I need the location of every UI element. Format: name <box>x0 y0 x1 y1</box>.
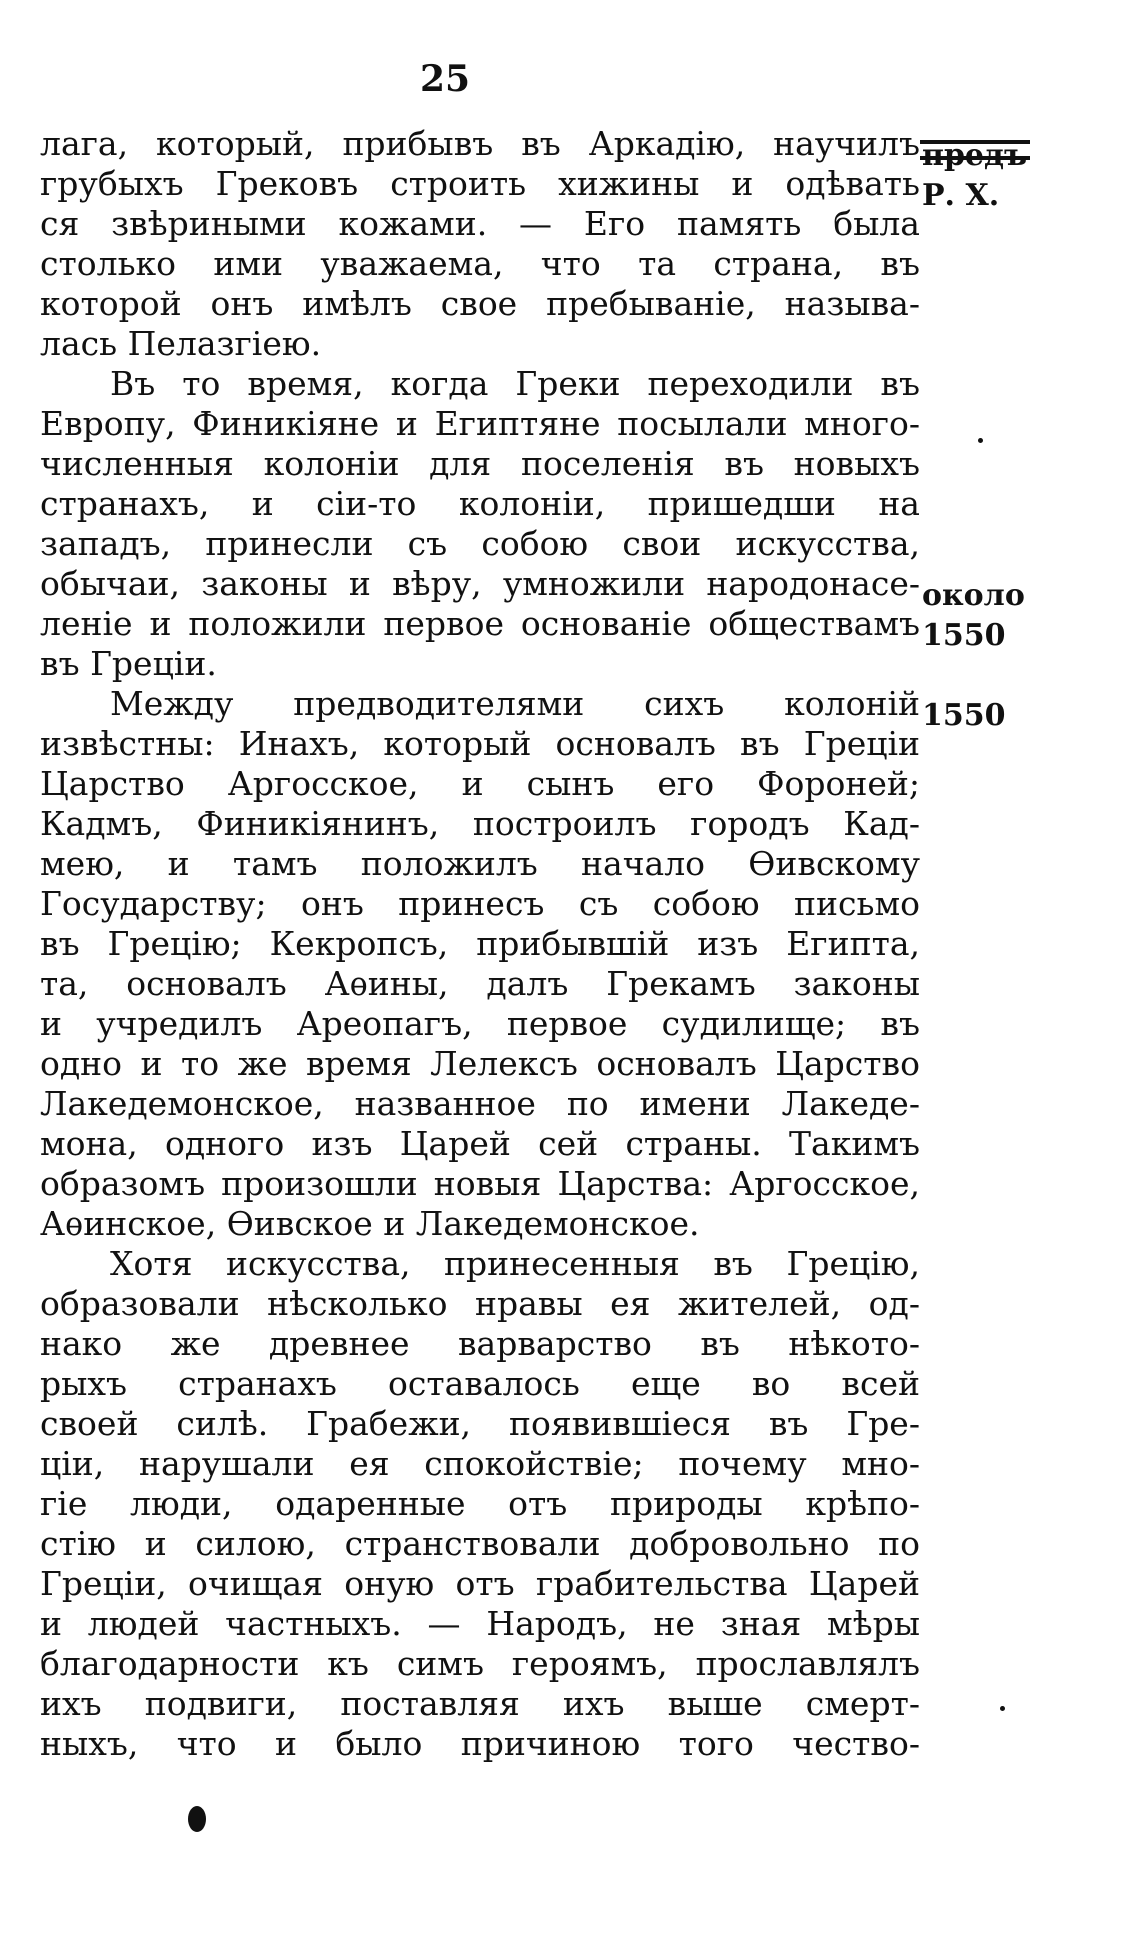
text-line: ціи, нарушали ея спокойствіе; почему мно- <box>40 1444 920 1483</box>
text-line: ся звѣриными кожами. — Его память была <box>40 204 920 243</box>
margin-note-year: 1550 <box>922 618 1006 653</box>
text-line: въ Греціи. <box>40 644 217 683</box>
text-line: мона, одного изъ Царей сей страны. Такимъ <box>40 1124 920 1163</box>
ink-speck <box>978 438 983 443</box>
ink-blot <box>188 1806 206 1832</box>
text-line: Въ то время, когда Греки переходили въ <box>110 364 920 403</box>
text-line: которой онъ имѣлъ свое пребываніе, называ- <box>40 284 920 323</box>
text-line: ихъ подвиги, поставляя ихъ выше смерт- <box>40 1684 920 1723</box>
text-line: извѣстны: Инахъ, который основалъ въ Греціи <box>40 724 920 763</box>
page-number: 25 <box>420 58 471 100</box>
margin-note-about: около <box>922 578 1025 613</box>
text-line: и людей частныхъ. — Народъ, не зная мѣры <box>40 1604 920 1643</box>
text-line: западъ, принесли съ собою свои искусства, <box>40 524 920 563</box>
text-line: благодарности къ симъ героямъ, прославлялъ <box>40 1644 920 1683</box>
margin-note-before: предъ <box>922 138 1028 173</box>
text-line: образомъ произошли новыя Царства: Аргосское, <box>40 1164 920 1203</box>
text-line: Государству; онъ принесъ съ собою письмо <box>40 884 920 923</box>
body-text <box>40 124 920 1764</box>
text-line: Аѳинское, Ѳивское и Лакедемонское. <box>40 1204 700 1243</box>
text-line: Царство Аргосское, и сынъ его Фороней; <box>40 764 920 803</box>
text-line: образовали нѣсколько нравы ея жителей, од- <box>40 1284 920 1323</box>
margin-note-era: Р. Х. <box>922 178 1000 213</box>
text-line: столько ими уважаема, что та страна, въ <box>40 244 920 283</box>
margin-note-year-2: 1550 <box>922 698 1006 733</box>
text-line: стію и силою, странствовали добровольно по <box>40 1524 920 1563</box>
text-line: своей силѣ. Грабежи, появившіеся въ Гре- <box>40 1404 920 1443</box>
ink-speck <box>1000 1706 1005 1711</box>
text-line: обычаи, законы и вѣру, умножили народонасе- <box>40 564 920 603</box>
text-line: лась Пелазгіею. <box>40 324 322 363</box>
text-line: ныхъ, что и было причиною того чество- <box>40 1724 920 1763</box>
text-line: та, основалъ Аѳины, далъ Грекамъ законы <box>40 964 920 1003</box>
text-line: въ Грецію; Кекропсъ, прибывшій изъ Египта, <box>40 924 920 963</box>
text-line: Греціи, очищая оную отъ грабительства Царей <box>40 1564 920 1603</box>
text-line: Европу, Финикіяне и Египтяне посылали много- <box>40 404 920 443</box>
text-line: и учредилъ Ареопагъ, первое судилище; въ <box>40 1004 920 1043</box>
text-line: грубыхъ Грековъ строить хижины и одѣвать <box>40 164 920 203</box>
text-line: Кадмъ, Финикіянинъ, построилъ городъ Кад- <box>40 804 920 843</box>
text-line: нако же древнее варварство въ нѣкото- <box>40 1324 920 1363</box>
text-line: леніе и положили первое основаніе обществамъ <box>40 604 920 643</box>
text-line: гіе люди, одаренные отъ природы крѣпо- <box>40 1484 920 1523</box>
text-line: Хотя искусства, принесенныя въ Грецію, <box>110 1244 920 1283</box>
text-line: лага, который, прибывъ въ Аркадію, научилъ <box>40 124 920 163</box>
text-line: странахъ, и сіи-то колоніи, пришедши на <box>40 484 920 523</box>
text-line: одно и то же время Лелексъ основалъ Царство <box>40 1044 920 1083</box>
text-line: численныя колоніи для поселенія въ новыхъ <box>40 444 920 483</box>
text-line: Между предводителями сихъ колоній <box>110 684 920 723</box>
text-line: рыхъ странахъ оставалось еще во всей <box>40 1364 920 1403</box>
text-line: мею, и тамъ положилъ начало Ѳивскому <box>40 844 920 883</box>
text-line: Лакедемонское, названное по имени Лакеде- <box>40 1084 920 1123</box>
